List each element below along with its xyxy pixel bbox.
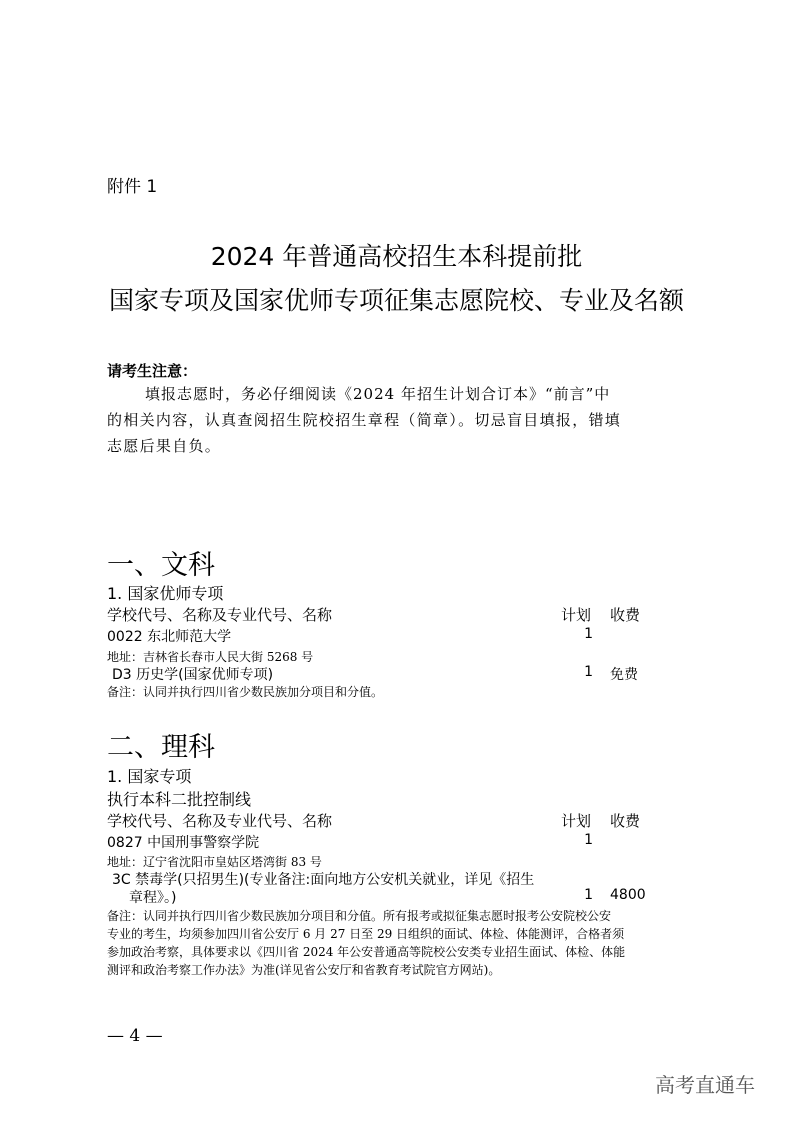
major-plan: 1 bbox=[584, 664, 593, 680]
school-plan: 1 bbox=[584, 626, 593, 642]
column-header: 收费 bbox=[610, 606, 641, 624]
section-title: 一、文科 bbox=[107, 550, 215, 581]
school-note: 专业的考生，均须参加四川省公安厅 6 月 27 日至 29 日组织的面试、体检、体能测评，合格者须 bbox=[107, 927, 625, 941]
school-address: 地址：吉林省长春市人民大街 5268 号 bbox=[107, 650, 314, 664]
major-plan: 1 bbox=[584, 887, 593, 903]
column-header: 学校代号、名称及专业代号、名称 bbox=[107, 812, 333, 830]
title-line1: 2024 年普通高校招生本科提前批 bbox=[210, 242, 583, 271]
major-fee: 免费 bbox=[610, 667, 638, 683]
major-name-cont: 章程》。) bbox=[129, 890, 177, 906]
attachment-label: 附件 1 bbox=[107, 177, 158, 197]
control-line: 执行本科二批控制线 bbox=[107, 790, 252, 809]
subsection-title: 1. 国家专项 bbox=[107, 767, 192, 786]
school-note: 备注：认同并执行四川省少数民族加分项目和分值。 bbox=[107, 685, 384, 699]
notice-heading: 请考生注意： bbox=[107, 362, 198, 380]
school-plan: 1 bbox=[584, 832, 593, 848]
school-name: 0022 东北师范大学 bbox=[107, 629, 232, 645]
column-header: 计划 bbox=[561, 606, 592, 624]
school-name: 0827 中国刑事警察学院 bbox=[107, 835, 260, 851]
major-name: 3C 禁毒学(只招男生)(专业备注:面向地方公安机关就业，详见《招生 bbox=[112, 872, 535, 888]
column-header: 学校代号、名称及专业代号、名称 bbox=[107, 606, 333, 624]
subsection-title: 1. 国家优师专项 bbox=[107, 584, 224, 603]
column-header: 计划 bbox=[561, 812, 592, 830]
column-header: 收费 bbox=[610, 812, 641, 830]
school-note: 测评和政治考察工作办法》为准(详见省公安厅和省教育考试院官方网站)。 bbox=[107, 963, 501, 977]
section-title: 二、理科 bbox=[107, 732, 215, 763]
title-line2: 国家专项及国家优师专项征集志愿院校、专业及名额 bbox=[108, 286, 684, 315]
major-fee: 4800 bbox=[610, 887, 646, 903]
school-note: 参加政治考察，具体要求以《四川省 2024 年公安普通高等院校公安类专业招生面试、体检、体能 bbox=[107, 945, 626, 959]
page-number: — 4 — bbox=[107, 1026, 163, 1046]
major-name: D3 历史学(国家优师专项) bbox=[112, 667, 274, 683]
school-note: 备注：认同并执行四川省少数民族加分项目和分值。所有报考或拟征集志愿时报考公安院校公安 bbox=[107, 909, 612, 923]
notice-line: 填报志愿时，务必仔细阅读《2024 年招生计划合订本》“前言”中 bbox=[145, 385, 611, 403]
watermark: 高考直通车 bbox=[655, 1073, 755, 1097]
school-address: 地址：辽宁省沈阳市皇姑区塔湾街 83 号 bbox=[107, 855, 322, 869]
notice-line: 志愿后果自负。 bbox=[107, 437, 222, 455]
notice-line: 的相关内容，认真查阅招生院校招生章程（简章）。切忌盲目填报，错填 bbox=[107, 411, 622, 429]
